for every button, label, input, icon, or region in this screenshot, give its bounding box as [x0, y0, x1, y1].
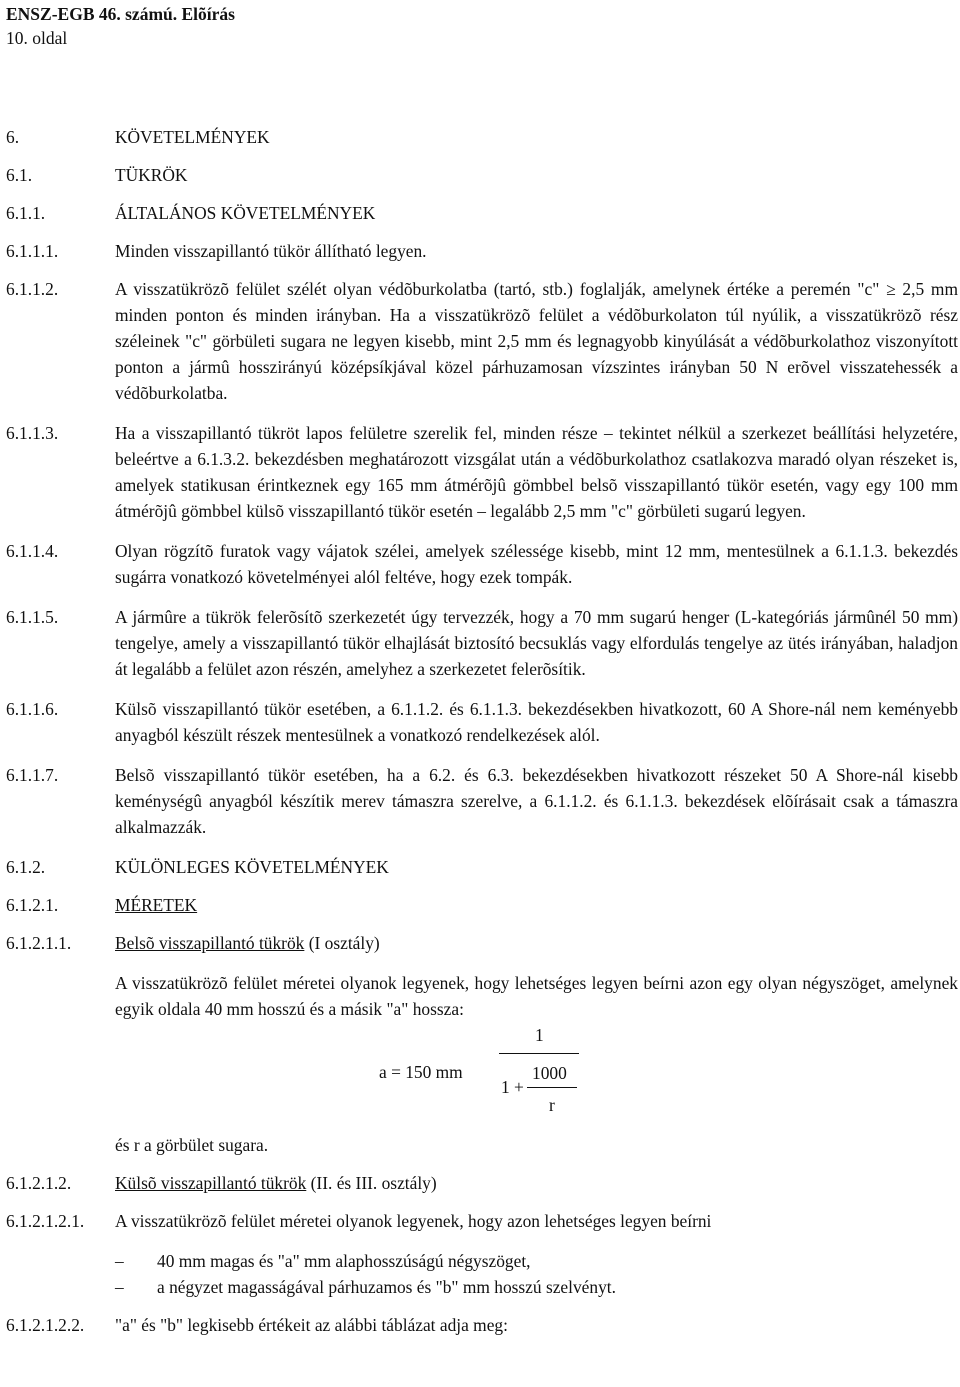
section-heading	[0, 162, 960, 188]
section-number: 6.	[6, 127, 20, 147]
section-title	[115, 1170, 958, 1196]
paragraph-number: 6.1.2.1.2.2.	[6, 1315, 85, 1335]
list-dash: –	[115, 1277, 124, 1297]
paragraph-number: 6.1.1.7.	[6, 765, 59, 785]
section-number: 6.1.2.1.2.	[6, 1173, 72, 1193]
section-number: 6.1.2.	[6, 857, 46, 877]
paragraph-text: Külsõ visszapillantó tükör esetében, a 6.1.1.2. és 6.1.1.3. bekezdésekben hivatkozott, 60 A Shore-nál nem keményebb anyagból készült részek mentesülnek a vonatkozó rendelkezések alól.	[115, 699, 958, 745]
formula-inner-numerator: 1000	[532, 1063, 567, 1083]
section-title: TÜKRÖK	[115, 165, 188, 185]
paragraph	[0, 696, 960, 748]
section-number: 6.1.1.	[6, 203, 46, 223]
formula-inner-fraction-bar	[527, 1087, 577, 1088]
formula-one-plus: 1 +	[501, 1077, 524, 1097]
paragraph	[0, 538, 960, 590]
paragraph-number: 6.1.1.5.	[6, 607, 59, 627]
paragraph-text: A visszatükrözõ felület méretei olyanok legyenek, hogy lehetséges legyen beírni azon egy olyan négyszöget, amelynek egyik oldala 40 mm hosszú és a másik "a" hossza:	[115, 973, 958, 1019]
paragraph-number: 6.1.1.1.	[6, 241, 59, 261]
formula-numerator: 1	[535, 1025, 544, 1045]
section-heading	[0, 930, 960, 956]
paragraph-text: A visszatükrözõ felület méretei olyanok legyenek, hogy azon lehetséges legyen beírni	[115, 1211, 712, 1231]
paragraph	[0, 1312, 960, 1338]
page-header	[6, 2, 235, 50]
paragraph-text: A visszatükrözõ felület szélét olyan védõburkolatba (tartó, stb.) foglalják, amelynek értéke a peremén "c" ≥ 2,5 mm minden ponton és minden irányban. Ha a visszatükrözõ felület a védõburkolaton túl nyúlik, a visszatükrözõ rész széleinek "c" görbületi sugara ne legyen kisebb, mint 2,5 mm és legnagyobb kinyúlását a védõburkolathoz viszonyított ponton a jármû hosszirányú középsíkjával közel párhuzamosan vízszintes irányban 50 N erõvel visszatehessék a védõburkolatba.	[115, 279, 958, 403]
paragraph	[0, 276, 960, 406]
section-heading	[0, 1170, 960, 1196]
paragraph-text: Ha a visszapillantó tükröt lapos felületre szerelik fel, minden része – tekintet nélkül a szerkezet beállítási helyzetére, beleértve a 6.1.3.2. bekezdésben meghatározott vizsgálat után a védõburkolathoz csatlakozva maradó olyan részeket is, amelyek statikusan érintkeznek egy 165 mm átmérõjû gömbbel belsõ visszapillantó tükör esetén, vagy egy 100 mm átmérõjû gömbbel külsõ visszapillantó tükör esetén – legalább 2,5 mm "c" görbületi sugarú legyen.	[115, 423, 958, 521]
paragraph-text: és r a görbület sugara.	[115, 1135, 269, 1155]
paragraph-number: 6.1.2.1.2.1.	[6, 1211, 85, 1231]
list-item-text: 40 mm magas és "a" mm alaphosszúságú négyszöget,	[157, 1251, 531, 1271]
section-heading	[0, 200, 960, 226]
formula-main-fraction-bar	[499, 1053, 579, 1054]
section-title-underlined: Külsõ visszapillantó tükrök	[115, 1173, 307, 1193]
section-heading	[0, 854, 960, 880]
section-number: 6.1.2.1.	[6, 895, 59, 915]
section-title-underlined: Belsõ visszapillantó tükrök	[115, 933, 305, 953]
paragraph-text: "a" és "b" legkisebb értékeit az alábbi táblázat adja meg:	[115, 1315, 508, 1335]
paragraph-number: 6.1.1.4.	[6, 541, 59, 561]
list-dash: –	[115, 1251, 124, 1271]
section-heading	[0, 892, 960, 918]
section-title-rest: (I osztály)	[304, 933, 380, 953]
section-title-rest: (II. és III. osztály)	[306, 1173, 437, 1193]
formula-lhs: a = 150 mm	[379, 1062, 463, 1082]
paragraph	[0, 238, 960, 264]
paragraph-number: 6.1.1.6.	[6, 699, 59, 719]
list-item	[115, 1274, 958, 1300]
section-title: MÉRETEK	[115, 895, 198, 915]
document-title: ENSZ-EGB 46. számú. Elõírás	[6, 4, 235, 24]
paragraph	[0, 604, 960, 682]
paragraph	[0, 420, 960, 524]
document-body	[0, 124, 960, 1338]
paragraph-text: Belsõ visszapillantó tükör esetében, ha a 6.2. és 6.3. bekezdésekben hivatkozott részeket 50 A Shore-nál kisebb keménységû anyagból készítik merev támaszra szerelve, a 6.1.1.2. és 6.1.1.3. bekezdések elõírásait csak a támaszra alkalmazzák.	[115, 765, 958, 837]
section-title: KÖVETELMÉNYEK	[115, 127, 270, 147]
section-heading	[0, 124, 960, 150]
formula-inner-denominator: r	[549, 1095, 555, 1115]
paragraph-text: Olyan rögzítõ furatok vagy vájatok szélei, amelyek szélessége kisebb, mint 12 mm, mentesülnek a 6.1.1.3. bekezdés sugárra vonatkozó követelményei alól feltéve, hogy ezek tompák.	[115, 541, 958, 587]
paragraph	[0, 1208, 960, 1234]
section-number: 6.1.	[6, 165, 33, 185]
section-title: ÁLTALÁNOS KÖVETELMÉNYEK	[115, 203, 376, 223]
list-item	[115, 1248, 958, 1274]
paragraph-number: 6.1.1.3.	[6, 423, 59, 443]
paragraph-number: 6.1.1.2.	[6, 279, 59, 299]
section-number: 6.1.2.1.1.	[6, 933, 72, 953]
section-title: KÜLÖNLEGES KÖVETELMÉNYEK	[115, 857, 389, 877]
section-title	[115, 930, 958, 956]
paragraph-text: A jármûre a tükrök felerõsítõ szerkezetét úgy tervezzék, hogy a 70 mm sugarú henger (L-kategóriás jármûnél 50 mm) tengelye, amely a visszapillantó tükör elhajlását biztosító becsuklás vagy elfordulás tengelye az ütés irányában, haladjon át legalább a felület azon részén, amelyhez a szerkezetet felerõsítik.	[115, 607, 958, 679]
paragraph-text: Minden visszapillantó tükör állítható legyen.	[115, 241, 427, 261]
formula	[115, 1022, 958, 1132]
paragraph	[0, 762, 960, 840]
list-item-text: a négyzet magasságával párhuzamos és "b" mm hosszú szelvényt.	[157, 1277, 616, 1297]
page-number: 10. oldal	[6, 28, 68, 48]
